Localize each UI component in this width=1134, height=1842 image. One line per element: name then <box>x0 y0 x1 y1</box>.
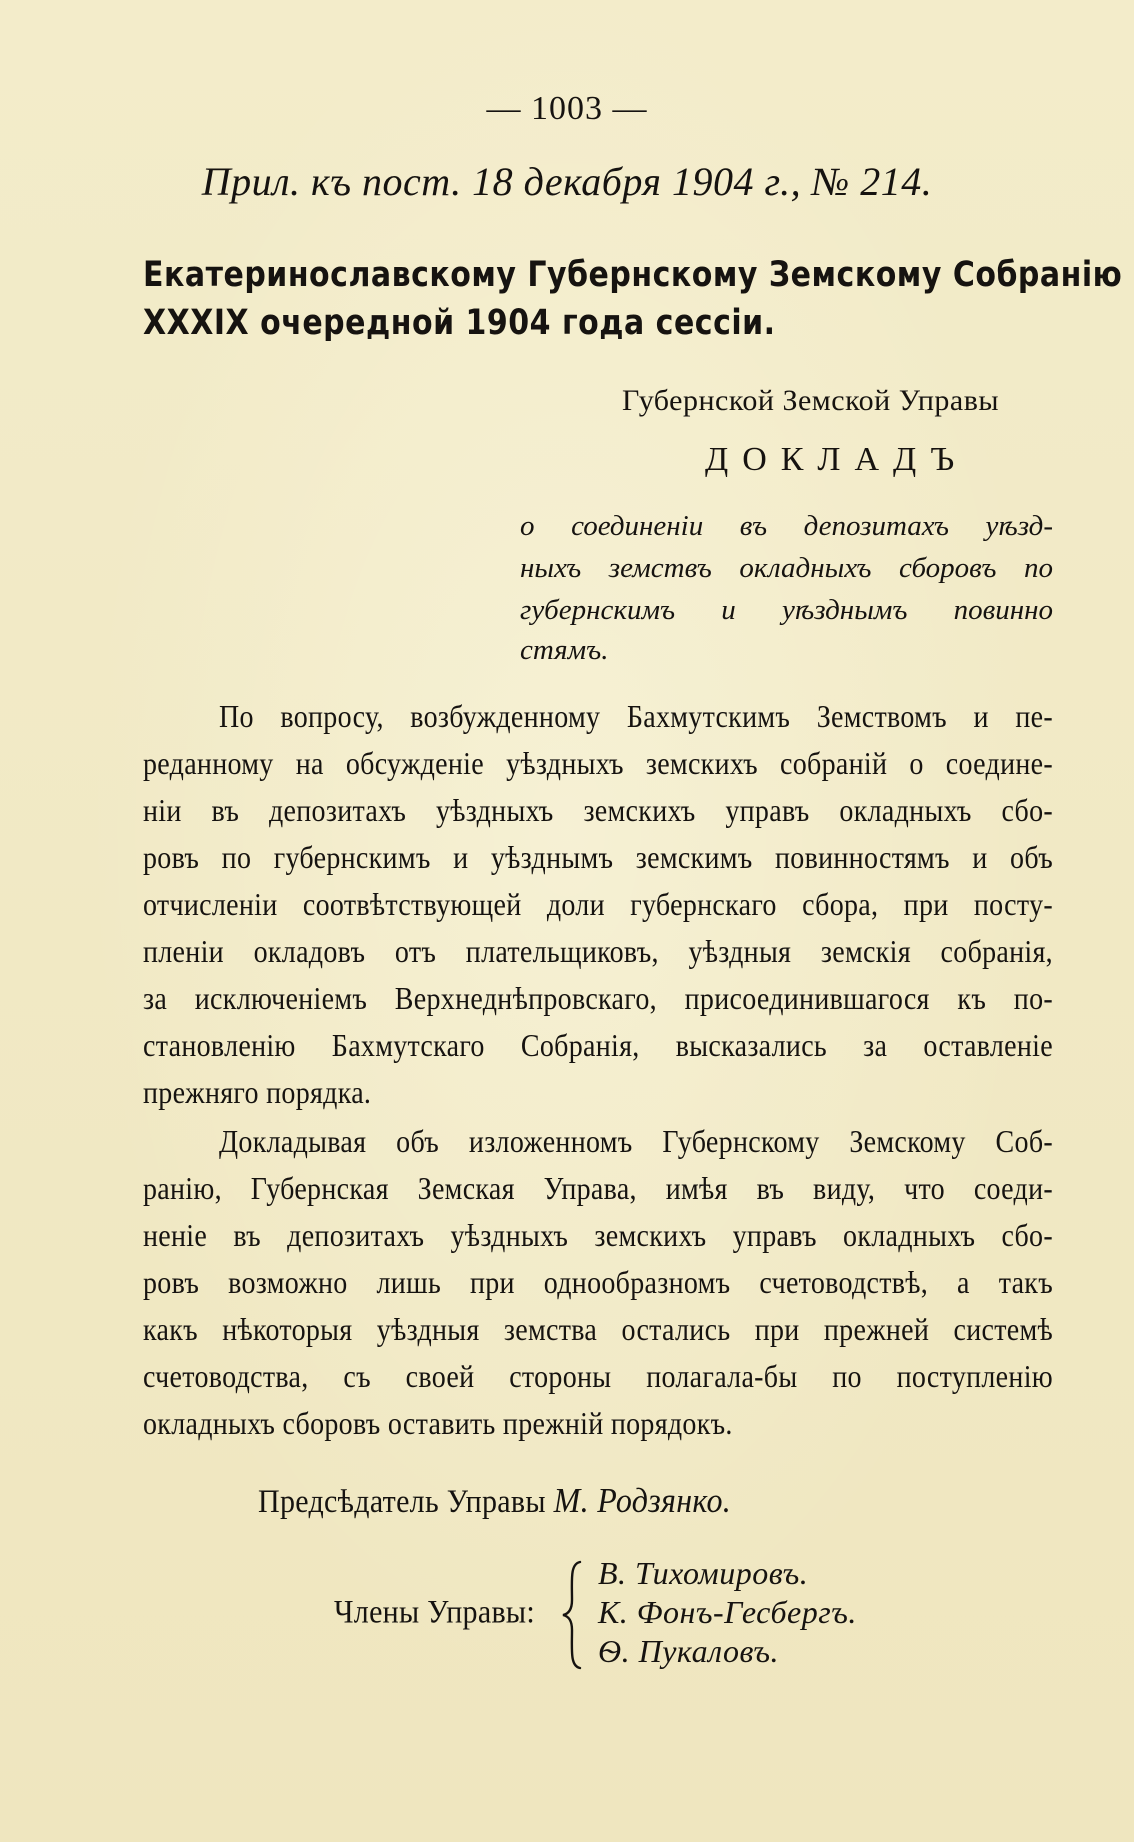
report-title: ДОКЛАДЪ <box>705 441 969 478</box>
chairman-name: М. Родзянко. <box>553 1480 732 1520</box>
heading-line-1: Екатеринославскому Губернскому Земскому Собранію <box>143 255 1123 296</box>
paragraph-line: какъ нѣкоторыя уѣздныя земства остались при прежней системѣ <box>143 1313 1053 1348</box>
paragraph-line: за исключеніемъ Верхнеднѣпровскаго, присоединившагося къ по- <box>143 982 1053 1017</box>
paragraph-line: ровъ возможно лишь при однообразномъ счетоводствѣ, а такъ <box>143 1266 1053 1301</box>
member-name: Ѳ. Пукаловъ. <box>598 1633 780 1669</box>
appendix-reference: Прил. къ пост. 18 декабря 1904 г., № 214. <box>201 159 933 204</box>
paragraph-line: ранію, Губернская Земская Управа, имѣя въ виду, что соеди- <box>143 1172 1053 1207</box>
subject-line: ныхъ земствъ окладныхъ сборовъ по <box>520 552 1053 584</box>
report-author: Губернской Земской Управы <box>622 384 1000 417</box>
members-label: Члены Управы: <box>334 1594 536 1631</box>
paragraph-line: счетоводства, съ своей стороны полагала-бы по поступленію <box>143 1360 1053 1395</box>
paragraph-line: неніе въ депозитахъ уѣздныхъ земскихъ управъ окладныхъ сбо- <box>143 1219 1053 1254</box>
paragraph-line: ровъ по губернскимъ и уѣзднымъ земскимъ повинностямъ и объ <box>143 841 1053 876</box>
subject-line: губернскимъ и уѣзднымъ повинно <box>520 594 1053 626</box>
paragraph-line: Докладывая объ изложенномъ Губернскому Земскому Соб- <box>219 1125 1053 1160</box>
subject-line: стямъ. <box>520 634 609 666</box>
paragraph-line: реданному на обсужденіе уѣздныхъ земскихъ собраній о соедине- <box>143 747 1053 782</box>
page-number: — 1003 — <box>486 90 648 127</box>
subject-line: о соединеніи въ депозитахъ уѣзд- <box>520 510 1053 542</box>
paragraph-line: прежняго порядка. <box>143 1076 372 1111</box>
curly-brace-icon <box>560 1560 586 1670</box>
member-name: В. Тихомировъ. <box>598 1555 809 1591</box>
paragraph-line: становленію Бахмутскаго Собранія, высказались за оставленіе <box>143 1029 1053 1064</box>
paragraph-line: По вопросу, возбужденному Бахмутскимъ Земствомъ и пе- <box>219 700 1053 735</box>
chairman-signature <box>258 1480 731 1521</box>
chairman-label: Предсѣдатель Управы <box>258 1483 546 1520</box>
paragraph-line: пленіи окладовъ отъ плательщиковъ, уѣздныя земскія собранія, <box>143 935 1053 970</box>
member-name: К. Фонъ-Гесбергъ. <box>598 1594 857 1630</box>
paragraph-line: отчисленіи соотвѣтствующей доли губернскаго сбора, при посту- <box>143 888 1053 923</box>
paragraph-line: окладныхъ сборовъ оставить прежній порядокъ. <box>143 1407 733 1442</box>
paragraph-line: ніи въ депозитахъ уѣздныхъ земскихъ управъ окладныхъ сбо- <box>143 794 1053 829</box>
heading-line-2: XXXIX очередной 1904 года сессіи. <box>143 303 776 344</box>
